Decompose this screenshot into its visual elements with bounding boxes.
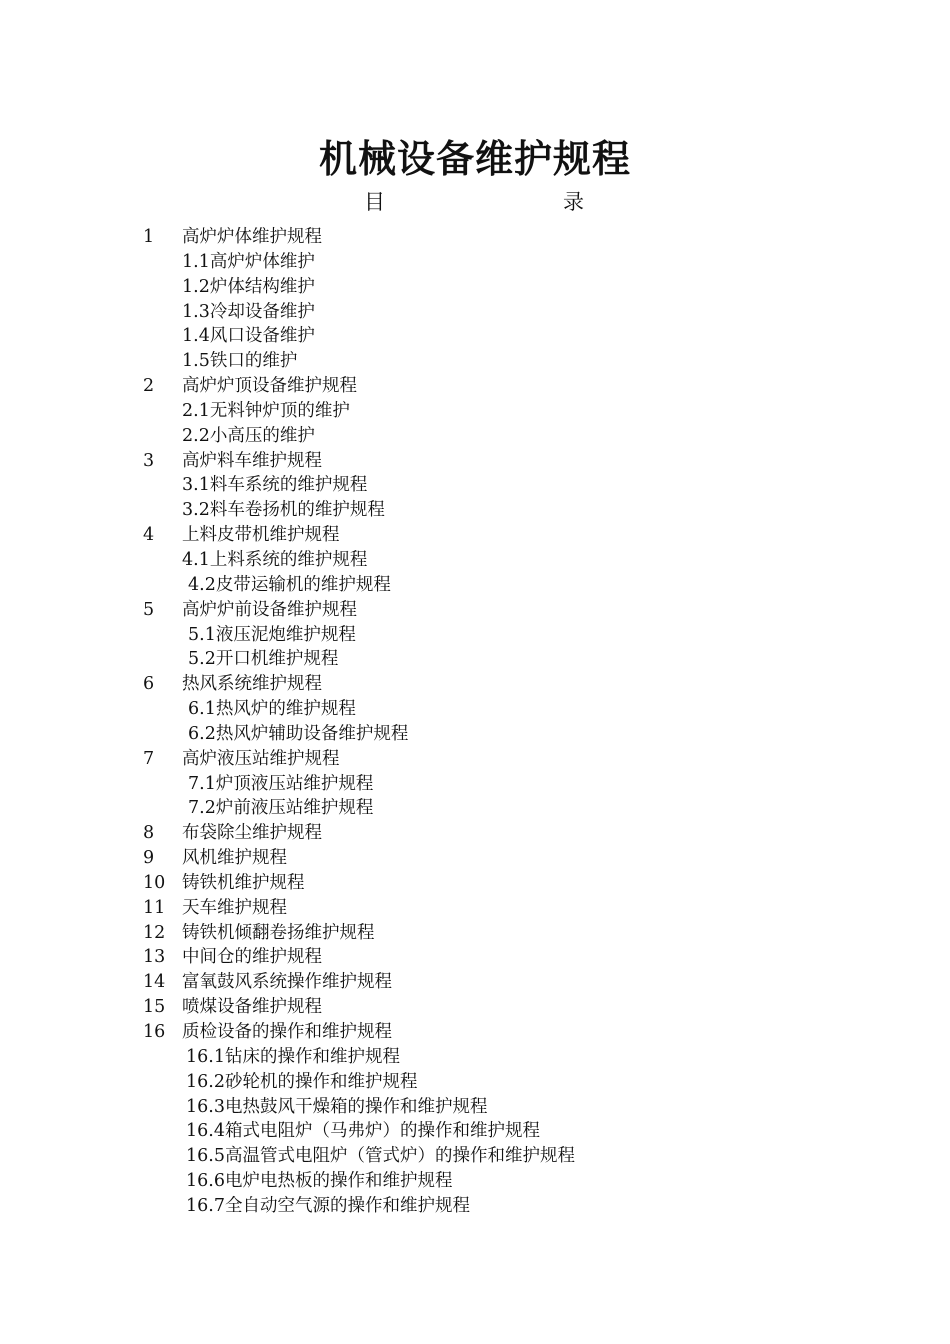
toc-subentry xyxy=(0,349,950,374)
toc-entry-title: 铸铁机倾翻卷扬维护规程 xyxy=(182,922,375,943)
contents-label-right: 录 xyxy=(563,190,584,214)
toc-entry xyxy=(0,374,950,399)
toc-subentry-title: 6.2热风炉辅助设备维护规程 xyxy=(188,723,409,744)
toc-entry-number: 8 xyxy=(143,823,155,844)
toc-entry-title: 高炉料车维护规程 xyxy=(182,450,322,471)
toc-entry xyxy=(0,896,950,921)
toc-subentry xyxy=(0,498,950,523)
toc-subentry xyxy=(0,324,950,349)
toc-subentry-title: 16.6电炉电热板的操作和维护规程 xyxy=(186,1171,453,1192)
toc-entry-title: 布袋除尘维护规程 xyxy=(182,823,322,844)
toc-subentry-title: 16.7全自动空气源的操作和维护规程 xyxy=(186,1195,470,1216)
toc-entry-title: 热风系统维护规程 xyxy=(182,674,322,695)
toc-subentry xyxy=(0,1070,950,1095)
toc-entry-title: 质检设备的操作和维护规程 xyxy=(182,1022,392,1042)
toc-subentry xyxy=(0,250,950,275)
toc-subentry xyxy=(0,399,950,424)
toc-subentry-title: 1.2炉体结构维护 xyxy=(182,276,315,297)
toc-subentry xyxy=(0,1169,950,1194)
toc-entry-number: 13 xyxy=(143,947,166,968)
toc-entry xyxy=(0,921,950,946)
toc-subentry xyxy=(0,623,950,648)
toc-entry xyxy=(0,970,950,995)
toc-subentry-title: 16.3电热鼓风干燥箱的操作和维护规程 xyxy=(186,1096,488,1117)
toc-subentry xyxy=(0,697,950,722)
toc-subentry-title: 5.2开口机维护规程 xyxy=(188,649,339,670)
toc-subentry-title: 16.1钻床的操作和维护规程 xyxy=(186,1046,400,1067)
toc-subentry-title: 3.2料车卷扬机的维护规程 xyxy=(182,500,385,521)
toc-subentry-title: 1.1高炉炉体维护 xyxy=(182,251,315,272)
toc-entry-number: 16 xyxy=(143,1022,166,1042)
toc-subentry xyxy=(0,1095,950,1120)
toc-entry-title: 富氧鼓风系统操作维护规程 xyxy=(182,972,392,993)
toc-subentry xyxy=(0,573,950,598)
contents-label-left: 目 xyxy=(364,190,385,214)
toc-subentry-title: 1.5铁口的维护 xyxy=(182,351,298,372)
toc-subentry-title: 7.2炉前液压站维护规程 xyxy=(188,798,374,819)
toc-subentry xyxy=(0,796,950,821)
toc-subentry-title: 5.1液压泥炮维护规程 xyxy=(188,624,356,645)
toc-subentry xyxy=(0,424,950,449)
toc-entry xyxy=(0,523,950,548)
toc-entry-title: 高炉炉顶设备维护规程 xyxy=(182,376,357,397)
toc-entry xyxy=(0,945,950,970)
toc-entry-number: 11 xyxy=(143,897,166,918)
toc-subentry xyxy=(0,473,950,498)
toc-entry-title: 上料皮带机维护规程 xyxy=(182,525,340,546)
toc-subentry-title: 1.4风口设备维护 xyxy=(182,326,315,347)
toc-subentry xyxy=(0,300,950,325)
toc-subentry-title: 16.5高温管式电阻炉（管式炉）的操作和维护规程 xyxy=(186,1146,575,1167)
toc-entry-number: 5 xyxy=(143,599,155,620)
toc-entry xyxy=(0,846,950,871)
toc-entry-title: 天车维护规程 xyxy=(182,897,287,918)
toc-entry xyxy=(0,225,950,250)
toc-subentry-title: 6.1热风炉的维护规程 xyxy=(188,699,356,720)
toc-entry-number: 7 xyxy=(143,748,155,769)
toc-entry xyxy=(0,672,950,697)
toc-entry-number: 14 xyxy=(143,972,166,993)
toc-entry xyxy=(0,449,950,474)
toc-entry xyxy=(0,747,950,772)
toc-entry-number: 3 xyxy=(143,450,155,471)
toc-entry-number: 2 xyxy=(143,376,155,397)
table-of-contents xyxy=(0,225,950,1219)
toc-entry xyxy=(0,871,950,896)
toc-subentry-title: 2.2小高压的维护 xyxy=(182,425,315,446)
toc-entry xyxy=(0,1020,950,1045)
toc-entry-number: 12 xyxy=(143,922,166,943)
toc-entry xyxy=(0,821,950,846)
toc-subentry xyxy=(0,1119,950,1144)
toc-subentry-title: 16.4箱式电阻炉（马弗炉）的操作和维护规程 xyxy=(186,1121,540,1142)
toc-subentry xyxy=(0,722,950,747)
toc-entry-title: 铸铁机维护规程 xyxy=(182,872,305,893)
toc-entry-title: 喷煤设备维护规程 xyxy=(182,997,322,1018)
toc-entry xyxy=(0,598,950,623)
toc-entry-title: 高炉炉体维护规程 xyxy=(182,227,322,247)
toc-entry-number: 9 xyxy=(143,848,155,869)
toc-subentry xyxy=(0,1144,950,1169)
page-title: 机械设备维护规程 xyxy=(318,137,631,181)
toc-subentry xyxy=(0,1194,950,1219)
toc-subentry-title: 7.1炉顶液压站维护规程 xyxy=(188,773,374,794)
toc-entry-title: 中间仓的维护规程 xyxy=(182,947,322,968)
toc-entry-number: 10 xyxy=(143,872,166,893)
toc-entry xyxy=(0,995,950,1020)
toc-subentry-title: 1.3冷却设备维护 xyxy=(182,301,315,322)
toc-subentry xyxy=(0,772,950,797)
toc-entry-number: 15 xyxy=(143,997,166,1018)
toc-entry-number: 4 xyxy=(143,525,155,546)
toc-entry-number: 1 xyxy=(143,227,155,247)
toc-subentry xyxy=(0,1045,950,1070)
toc-subentry xyxy=(0,647,950,672)
toc-subentry xyxy=(0,275,950,300)
toc-entry-title: 风机维护规程 xyxy=(182,848,287,869)
toc-entry-title: 高炉炉前设备维护规程 xyxy=(182,599,357,620)
toc-subentry-title: 3.1料车系统的维护规程 xyxy=(182,475,368,496)
toc-subentry-title: 2.1无料钟炉顶的维护 xyxy=(182,400,350,421)
toc-entry-title: 高炉液压站维护规程 xyxy=(182,748,340,769)
toc-subentry-title: 4.2皮带运输机的维护规程 xyxy=(188,574,391,595)
toc-entry-number: 6 xyxy=(143,674,155,695)
toc-subentry-title: 4.1上料系统的维护规程 xyxy=(182,549,368,570)
toc-subentry xyxy=(0,548,950,573)
toc-subentry-title: 16.2砂轮机的操作和维护规程 xyxy=(186,1071,418,1092)
